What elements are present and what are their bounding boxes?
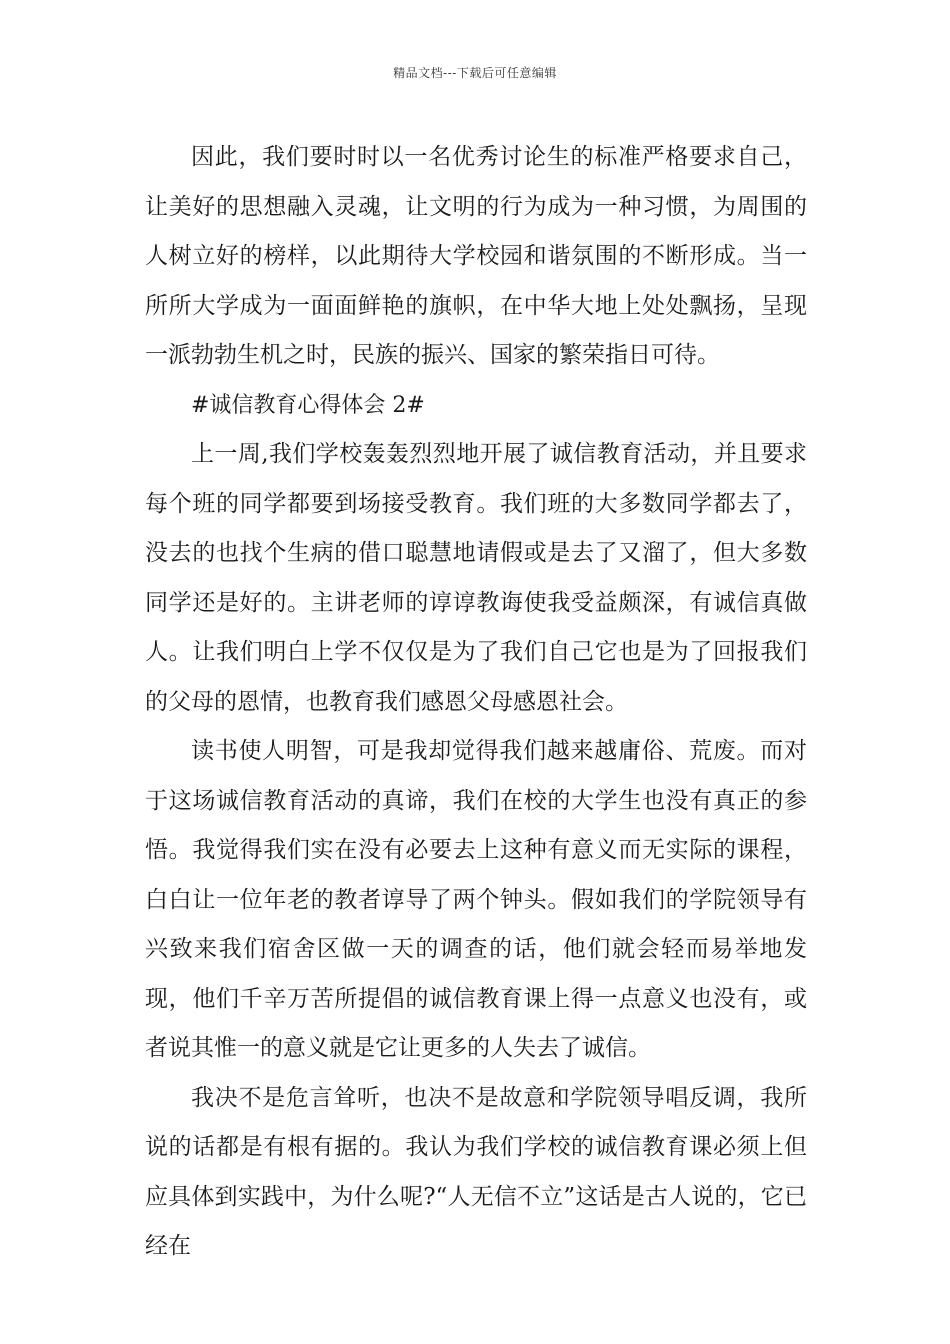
section-heading: #诚信教育心得体会 2# <box>191 392 425 418</box>
paragraph-3: 读书使人明智，可是我却觉得我们越来越庸俗、荒废。而对于这场诚信教育活动的真谛，我们在校的大学生也没有真正的参悟。我觉得我们实在没有必要去上这种有意义而无实际的课程，白白让一位年老的教者谆导了两个钟头。假如我们的学院领导有兴致来我们宿舍区做一天的调查的话，他们就会轻而易举地发现，他们千辛万苦所提倡的诚信教育课上得一点意义也没有，或者说其惟一的意义就是它让更多的人失去了诚信。 <box>145 738 807 1061</box>
paragraph-1: 因此，我们要时时以一名优秀讨论生的标准严格要求自己，让美好的思想融入灵魂，让文明的行为成为一种习惯，为周围的人树立好的榜样，以此期待大学校园和谐氛围的不断形成。当一所所大学成为一面面鲜艳的旗帜，在中华大地上处处飘扬，呈现一派勃勃生机之时，民族的振兴、国家的繁荣指日可待。 <box>145 144 807 368</box>
paragraph-4: 我决不是危言耸听，也决不是故意和学院领导唱反调，我所说的话都是有根有据的。我认为我们学校的诚信教育课必须上但应具体到实践中，为什么呢?“人无信不立”这话是古人说的，它已经在 <box>145 1084 807 1259</box>
paragraph-2: 上一周,我们学校轰轰烈烈地开展了诚信教育活动，并且要求每个班的同学都要到场接受教育。我们班的大多数同学都去了，没去的也找个生病的借口聪慧地请假或是去了又溜了，但大多数同学还是好的。主讲老师的谆谆教诲使我受益颇深，有诚信真做人。让我们明白上学不仅仅是为了我们自己它也是为了回报我们的父母的恩情，也教育我们感恩父母感恩社会。 <box>145 441 807 715</box>
page-header: 精品文档---下载后可任意编辑 <box>393 66 557 80</box>
document-body <box>145 133 807 1272</box>
